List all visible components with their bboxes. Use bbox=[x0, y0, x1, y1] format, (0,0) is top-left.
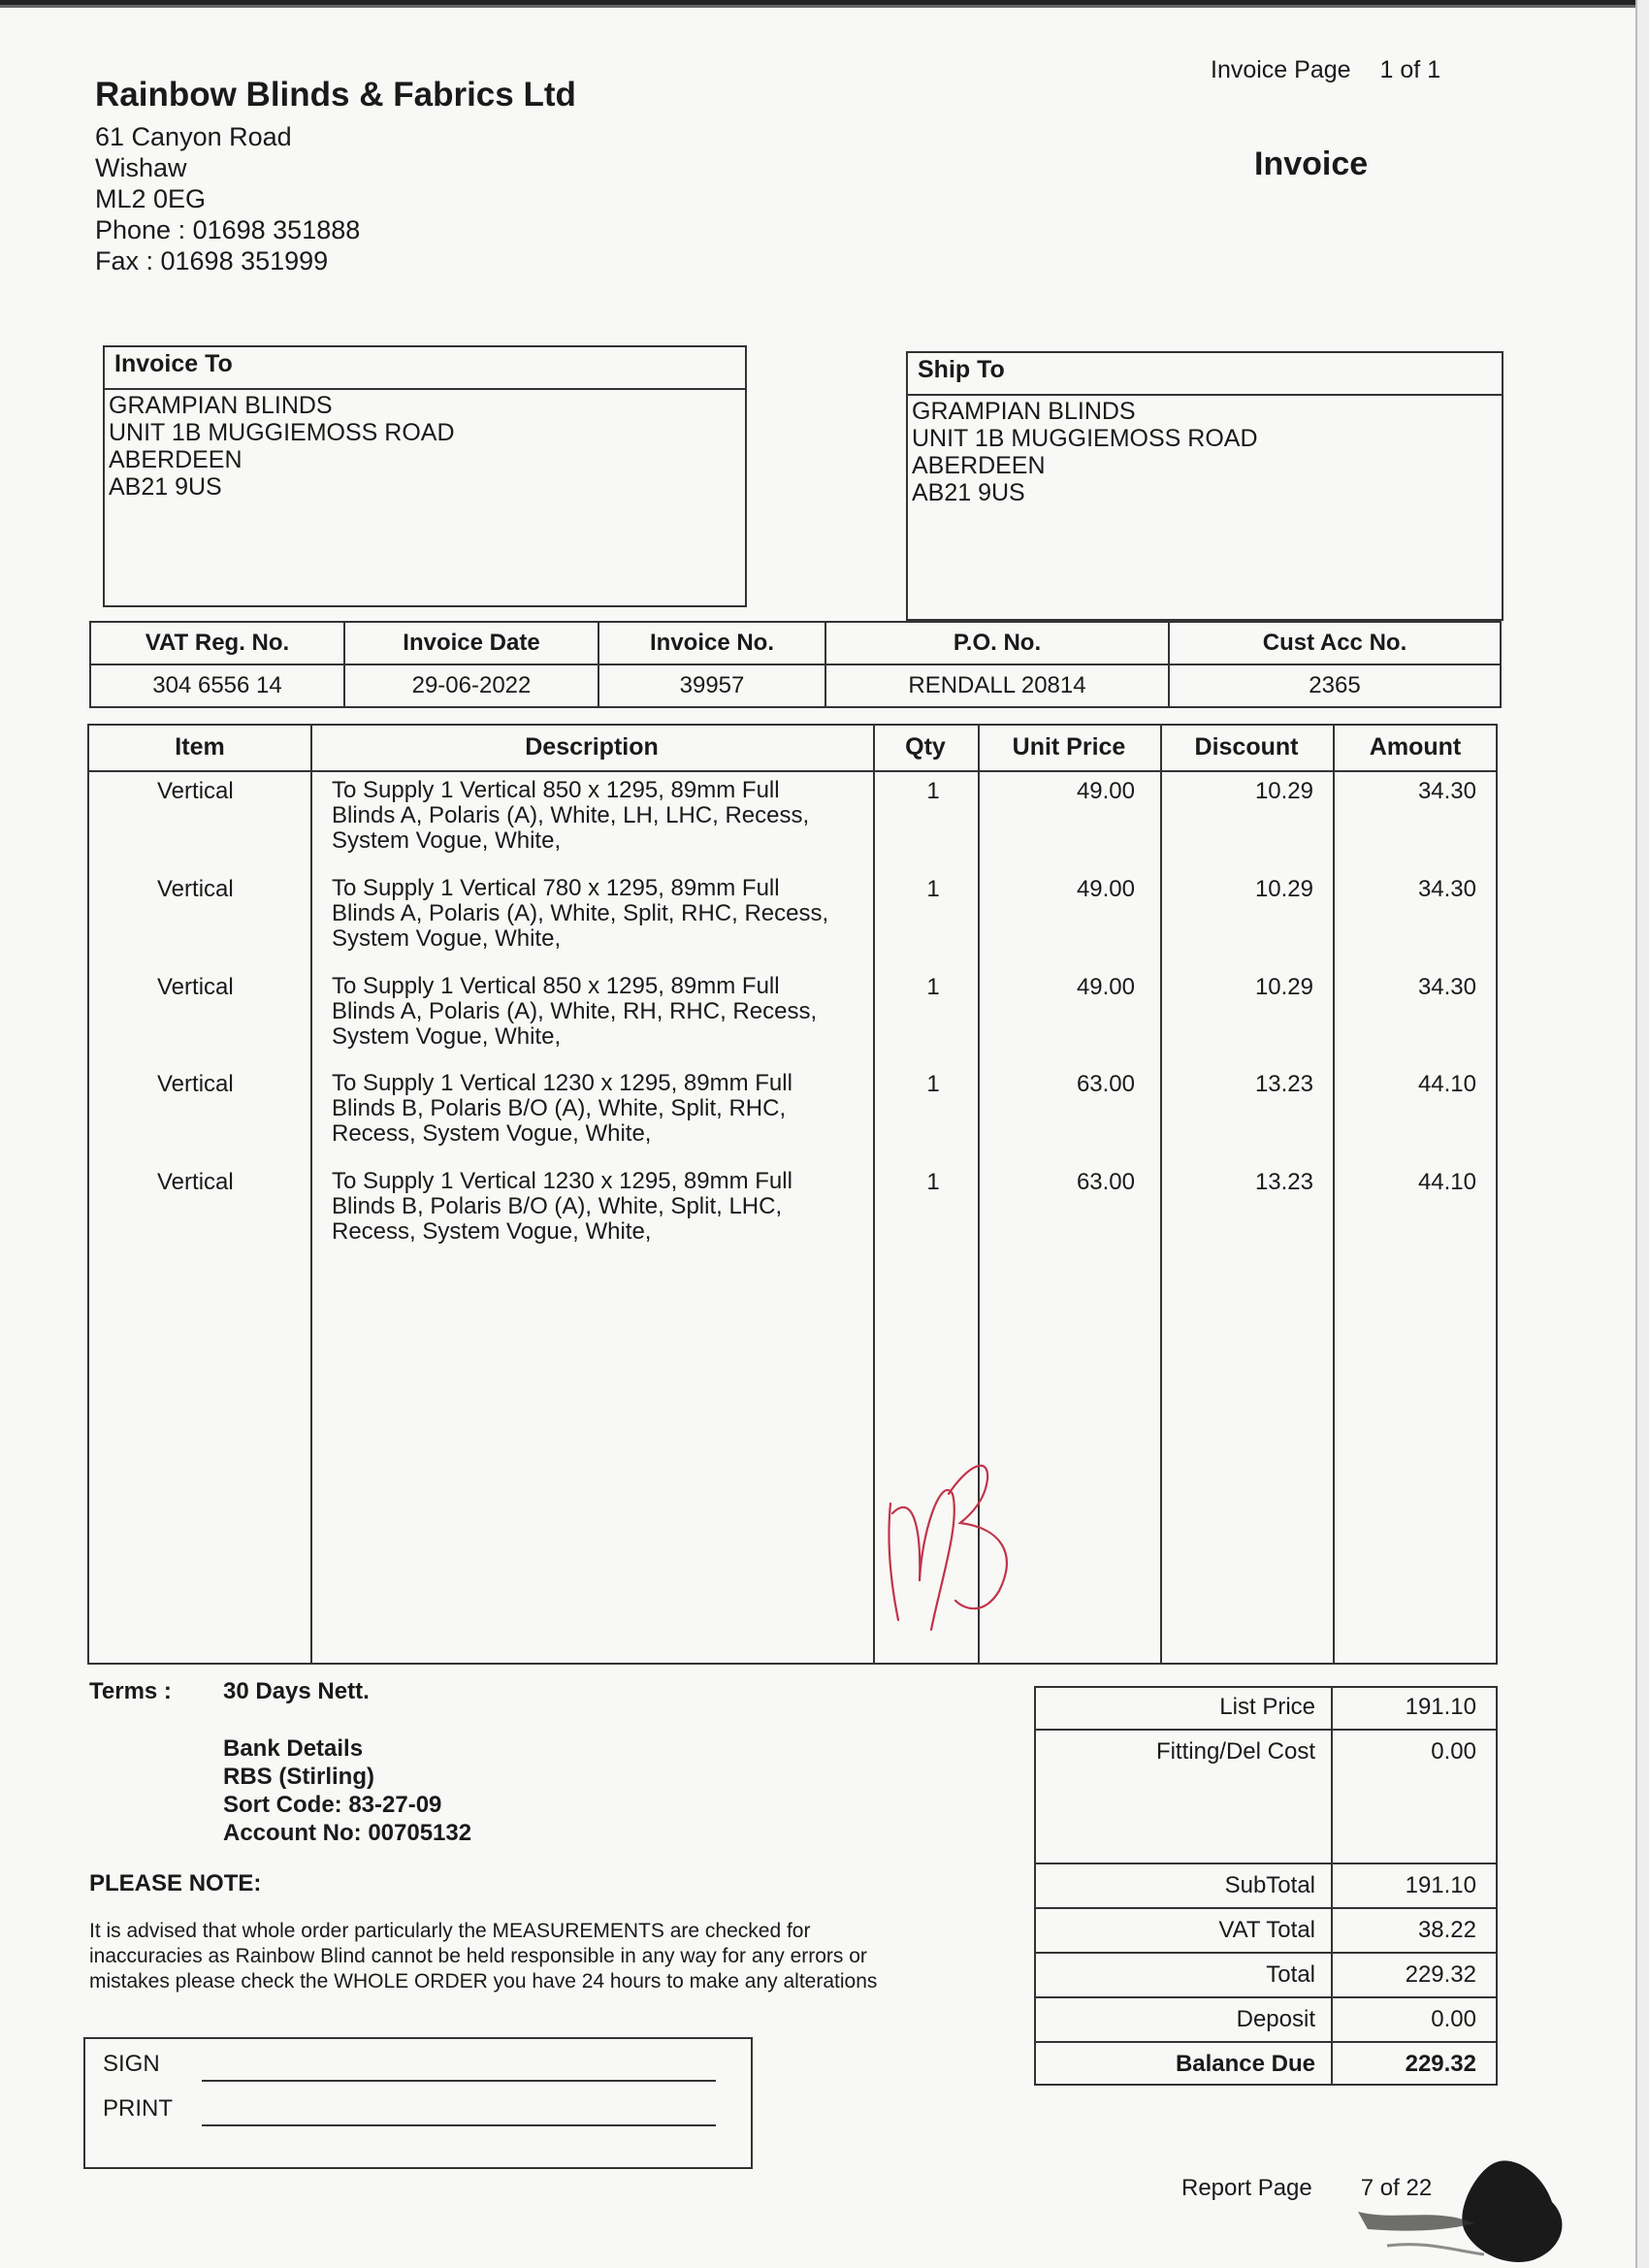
description-line: To Supply 1 Vertical 1230 x 1295, 89mm Full bbox=[332, 1070, 792, 1096]
invoice-to-address bbox=[105, 390, 745, 502]
invoice-no-header: Invoice No. bbox=[598, 622, 825, 664]
description-line: Recess, System Vogue, White, bbox=[332, 1218, 652, 1245]
item-cell: Vertical bbox=[157, 876, 234, 902]
invoice-info-table bbox=[89, 621, 1502, 708]
totals-rule bbox=[1034, 1952, 1498, 1954]
description-line: To Supply 1 Vertical 850 x 1295, 89mm Full bbox=[332, 777, 780, 803]
unit-price-cell: 49.00 bbox=[1076, 778, 1135, 804]
totals-rule bbox=[1034, 1863, 1498, 1864]
description-line: Blinds A, Polaris (A), White, RH, RHC, Recess, bbox=[332, 998, 818, 1024]
company-address-line: Wishaw bbox=[95, 153, 187, 182]
unit-price-cell: 49.00 bbox=[1076, 876, 1135, 902]
note-line: mistakes please check the WHOLE ORDER you have 24 hours to make any alterations bbox=[89, 1970, 878, 1993]
company-fax: Fax : 01698 351999 bbox=[95, 246, 329, 275]
terms-label: Terms : bbox=[89, 1678, 172, 1704]
company-address-line: ML2 0EG bbox=[95, 184, 207, 213]
bank-name: RBS (Stirling) bbox=[223, 1764, 374, 1790]
description-cell bbox=[332, 1169, 885, 1245]
vat-total-value: 38.22 bbox=[1417, 1917, 1476, 1943]
fitting-value: 0.00 bbox=[1431, 1738, 1476, 1765]
company-phone: Phone : 01698 351888 bbox=[95, 215, 361, 244]
ship-to-line: AB21 9US bbox=[912, 479, 1025, 506]
vat-reg-header: VAT Reg. No. bbox=[90, 622, 344, 664]
scan-right-edge bbox=[1610, 0, 1649, 2268]
unit-price-header: Unit Price bbox=[1012, 733, 1126, 761]
list-price-label: List Price bbox=[1219, 1694, 1315, 1720]
description-cell bbox=[332, 974, 885, 1050]
qty-header: Qty bbox=[905, 733, 946, 761]
amount-cell: 34.30 bbox=[1417, 778, 1476, 804]
ship-to-line: ABERDEEN bbox=[912, 452, 1046, 479]
invoice-to-line: GRAMPIAN BLINDS bbox=[109, 392, 333, 419]
qty-cell: 1 bbox=[926, 778, 940, 804]
totals-rule bbox=[1034, 1907, 1498, 1909]
vat-reg-value: 304 6556 14 bbox=[90, 664, 344, 707]
discount-cell: 13.23 bbox=[1254, 1169, 1313, 1195]
invoice-to-line: UNIT 1B MUGGIEMOSS ROAD bbox=[109, 419, 455, 446]
qty-cell: 1 bbox=[926, 974, 940, 1000]
column-divider bbox=[310, 726, 312, 1663]
description-cell bbox=[332, 1071, 885, 1147]
account-number: Account No: 00705132 bbox=[223, 1820, 472, 1846]
sign-line[interactable] bbox=[202, 2080, 716, 2082]
sign-print-box bbox=[83, 2037, 753, 2169]
bank-details bbox=[223, 1734, 471, 1847]
description-line: System Vogue, White, bbox=[332, 1023, 562, 1050]
po-no-header: P.O. No. bbox=[825, 622, 1169, 664]
ship-to-line: GRAMPIAN BLINDS bbox=[912, 398, 1136, 425]
discount-header: Discount bbox=[1194, 733, 1299, 761]
invoice-page-value: 1 of 1 bbox=[1379, 56, 1441, 83]
description-line: Blinds A, Polaris (A), White, Split, RHC, Recess, bbox=[332, 900, 829, 926]
company-address bbox=[95, 121, 360, 276]
document-title: Invoice bbox=[1254, 146, 1369, 182]
terms-value: 30 Days Nett. bbox=[223, 1678, 370, 1704]
line-items-table bbox=[87, 724, 1498, 1665]
description-line: To Supply 1 Vertical 850 x 1295, 89mm Full bbox=[332, 973, 780, 999]
subtotal-value: 191.10 bbox=[1405, 1872, 1476, 1898]
invoice-date-header: Invoice Date bbox=[344, 622, 598, 664]
ship-to-address bbox=[908, 396, 1502, 508]
items-header-row bbox=[89, 726, 1496, 772]
totals-divider bbox=[1331, 1686, 1333, 2086]
item-cell: Vertical bbox=[157, 778, 234, 804]
company-address-line: 61 Canyon Road bbox=[95, 122, 292, 151]
info-value-row bbox=[90, 664, 1501, 707]
totals-rule bbox=[1034, 2041, 1498, 2043]
description-line: System Vogue, White, bbox=[332, 827, 562, 854]
item-cell: Vertical bbox=[157, 1169, 234, 1195]
invoice-to-box bbox=[103, 345, 747, 607]
bank-details-heading: Bank Details bbox=[223, 1735, 364, 1762]
subtotal-label: SubTotal bbox=[1224, 1872, 1315, 1898]
invoice-to-heading: Invoice To bbox=[105, 347, 745, 390]
total-value: 229.32 bbox=[1405, 1961, 1476, 1988]
amount-cell: 34.30 bbox=[1417, 876, 1476, 902]
unit-price-cell: 63.00 bbox=[1076, 1071, 1135, 1097]
ship-to-box bbox=[906, 351, 1504, 621]
report-page-label: Report Page bbox=[1181, 2175, 1312, 2201]
balance-due-value: 229.32 bbox=[1405, 2051, 1476, 2077]
handwritten-initials-mark bbox=[873, 1436, 1067, 1649]
ship-to-line: UNIT 1B MUGGIEMOSS ROAD bbox=[912, 425, 1258, 452]
cust-acc-header: Cust Acc No. bbox=[1169, 622, 1501, 664]
invoice-to-line: ABERDEEN bbox=[109, 446, 242, 473]
deposit-value: 0.00 bbox=[1431, 2006, 1476, 2032]
scan-top-edge bbox=[0, 0, 1649, 14]
unit-price-cell: 63.00 bbox=[1076, 1169, 1135, 1195]
item-cell: Vertical bbox=[157, 1071, 234, 1097]
please-note-text bbox=[89, 1919, 982, 1994]
description-cell bbox=[332, 876, 885, 952]
description-line: Blinds A, Polaris (A), White, LH, LHC, Recess, bbox=[332, 802, 810, 828]
invoice-page-label: Invoice Page bbox=[1211, 56, 1351, 83]
print-line[interactable] bbox=[202, 2124, 716, 2126]
totals-rule bbox=[1034, 1996, 1498, 1998]
please-note-heading: PLEASE NOTE: bbox=[89, 1870, 262, 1896]
invoice-page-indicator bbox=[1211, 56, 1470, 84]
column-divider bbox=[1333, 726, 1335, 1663]
amount-header: Amount bbox=[1369, 733, 1462, 761]
print-label: PRINT bbox=[103, 2095, 173, 2122]
deposit-label: Deposit bbox=[1236, 2006, 1315, 2032]
invoice-to-line: AB21 9US bbox=[109, 473, 222, 501]
description-line: Blinds B, Polaris B/O (A), White, Split, RHC, bbox=[332, 1095, 787, 1121]
description-cell bbox=[332, 778, 885, 854]
unit-price-cell: 49.00 bbox=[1076, 974, 1135, 1000]
qty-cell: 1 bbox=[926, 1071, 940, 1097]
total-label: Total bbox=[1266, 1961, 1315, 1988]
info-header-row bbox=[90, 622, 1501, 664]
description-header: Description bbox=[525, 733, 659, 761]
scan-smudge bbox=[1319, 2154, 1610, 2268]
column-divider bbox=[1160, 726, 1162, 1663]
amount-cell: 34.30 bbox=[1417, 974, 1476, 1000]
sign-label: SIGN bbox=[103, 2051, 160, 2077]
sort-code: Sort Code: 83-27-09 bbox=[223, 1792, 442, 1818]
vat-total-label: VAT Total bbox=[1218, 1917, 1315, 1943]
invoice-no-value: 39957 bbox=[598, 664, 825, 707]
description-line: System Vogue, White, bbox=[332, 925, 562, 952]
cust-acc-value: 2365 bbox=[1169, 664, 1501, 707]
discount-cell: 10.29 bbox=[1254, 876, 1313, 902]
discount-cell: 10.29 bbox=[1254, 778, 1313, 804]
balance-due-label: Balance Due bbox=[1175, 2051, 1315, 2077]
note-line: inaccuracies as Rainbow Blind cannot be held responsible in any way for any errors or bbox=[89, 1945, 867, 1967]
invoice-date-value: 29-06-2022 bbox=[344, 664, 598, 707]
po-no-value: RENDALL 20814 bbox=[825, 664, 1169, 707]
totals-rule bbox=[1034, 1729, 1498, 1731]
item-header: Item bbox=[175, 733, 225, 761]
item-cell: Vertical bbox=[157, 974, 234, 1000]
note-line: It is advised that whole order particularly the MEASUREMENTS are checked for bbox=[89, 1920, 811, 1942]
qty-cell: 1 bbox=[926, 876, 940, 902]
qty-cell: 1 bbox=[926, 1169, 940, 1195]
description-line: Blinds B, Polaris B/O (A), White, Split, LHC, bbox=[332, 1193, 783, 1219]
list-price-value: 191.10 bbox=[1405, 1694, 1476, 1720]
ship-to-heading: Ship To bbox=[908, 353, 1502, 396]
report-page-value: 7 of 22 bbox=[1360, 2175, 1433, 2201]
discount-cell: 10.29 bbox=[1254, 974, 1313, 1000]
fitting-label: Fitting/Del Cost bbox=[1155, 1738, 1315, 1765]
description-line: To Supply 1 Vertical 780 x 1295, 89mm Full bbox=[332, 875, 780, 901]
amount-cell: 44.10 bbox=[1417, 1169, 1476, 1195]
discount-cell: 13.23 bbox=[1254, 1071, 1313, 1097]
amount-cell: 44.10 bbox=[1417, 1071, 1476, 1097]
description-line: Recess, System Vogue, White, bbox=[332, 1120, 652, 1147]
company-name: Rainbow Blinds & Fabrics Ltd bbox=[95, 76, 576, 113]
description-line: To Supply 1 Vertical 1230 x 1295, 89mm Full bbox=[332, 1168, 792, 1194]
